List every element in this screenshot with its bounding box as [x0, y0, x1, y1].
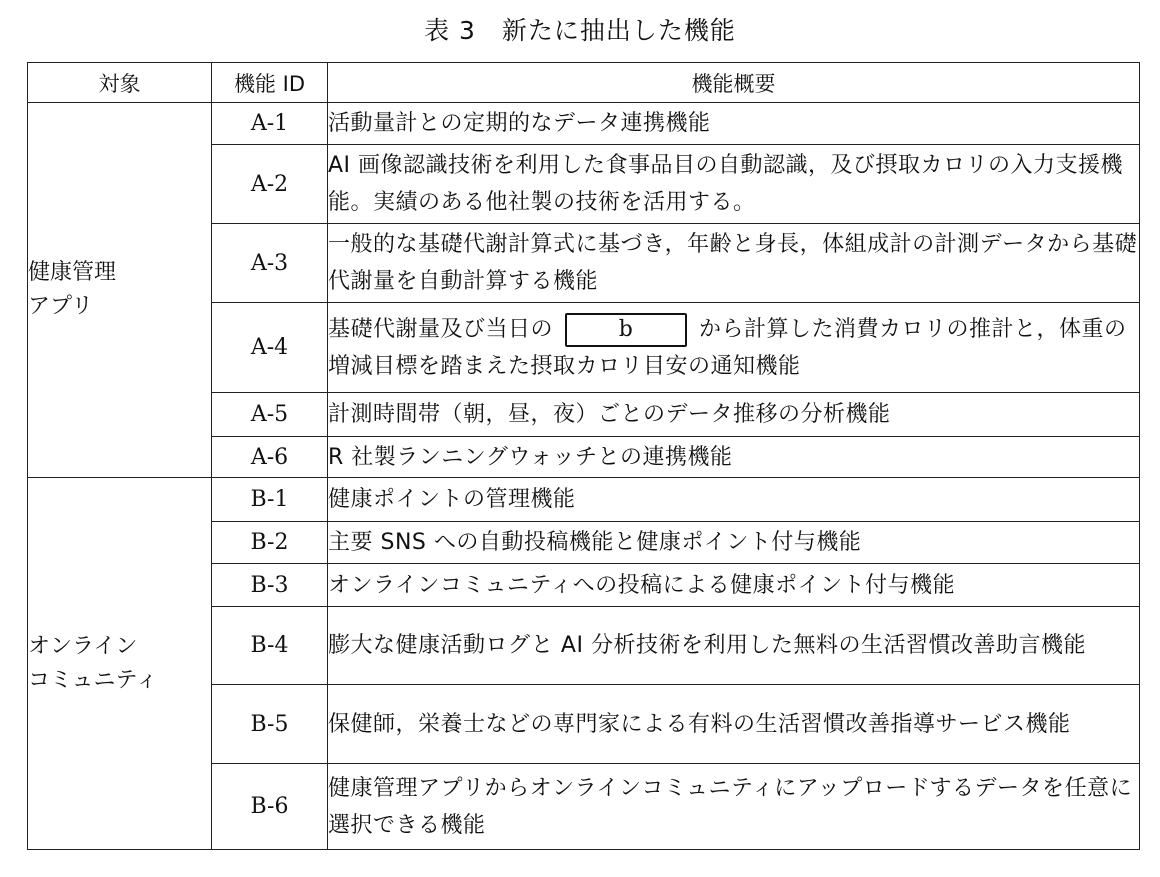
function-table [27, 62, 1140, 850]
function-summary-cell: 活動量計との定期的なデータ連携機能 [328, 103, 1140, 145]
table-caption: 表 3 新たに抽出した機能 [424, 16, 736, 45]
target-cell-health-app [28, 103, 212, 478]
function-id-cell: B-1 [212, 478, 328, 522]
function-id-cell: A-5 [212, 393, 328, 437]
function-id-cell: B-5 [212, 685, 328, 764]
table-row [28, 103, 1140, 145]
table-row [28, 478, 1140, 522]
function-id-cell: B-4 [212, 607, 328, 685]
header-summary: 機能概要 [328, 63, 1140, 103]
target-label-line: アプリ [28, 294, 94, 319]
function-id-cell: A-1 [212, 103, 328, 145]
function-id-cell: A-6 [212, 437, 328, 478]
function-id-cell: A-2 [212, 145, 328, 224]
target-cell-online-community [28, 478, 212, 850]
answer-blank-box: b [565, 313, 687, 347]
header-row [28, 63, 1140, 103]
function-summary-cell: オンラインコミュニティへの投稿による健康ポイント付与機能 [328, 564, 1140, 607]
function-summary-cell: 保健師，栄養士などの専門家による有料の生活習慣改善指導サービス機能 [328, 685, 1140, 764]
function-summary-cell: 一般的な基礎代謝計算式に基づき，年齢と身長，体組成計の計測データから基礎代謝量を自動計算する機能 [328, 224, 1140, 303]
summary-text-after-blank: から計算した消費カロリの推計と，体重の増減目標を踏まえた摂取カロリ目安の通知機能 [328, 316, 1127, 379]
target-label-line: オンライン [28, 633, 138, 659]
function-summary-cell: 計測時間帯（朝，昼，夜）ごとのデータ推移の分析機能 [328, 393, 1140, 437]
target-label-line: 健康管理 [28, 260, 117, 285]
function-id-cell: B-6 [212, 764, 328, 850]
function-summary-cell: 主要 SNS への自動投稿機能と健康ポイント付与機能 [328, 522, 1140, 564]
function-id-cell: A-4 [212, 303, 328, 393]
function-id-cell: B-2 [212, 522, 328, 564]
function-summary-cell: 膨大な健康活動ログと AI 分析技術を利用した無料の生活習慣改善助言機能 [328, 607, 1140, 685]
target-label-line: コミュニティ [28, 667, 158, 693]
header-function-id: 機能 ID [212, 63, 328, 103]
summary-text-before-blank: 基礎代謝量及び当日の [328, 316, 554, 342]
function-summary-cell [328, 303, 1140, 393]
function-id-cell: A-3 [212, 224, 328, 303]
function-id-cell: B-3 [212, 564, 328, 607]
function-summary-cell: AI 画像認識技術を利用した食事品目の自動認識，及び摂取カロリの入力支援機能。実績のある他社製の技術を活用する。 [328, 145, 1140, 224]
function-summary-cell: 健康ポイントの管理機能 [328, 478, 1140, 522]
function-summary-cell: 健康管理アプリからオンラインコミュニティにアップロードするデータを任意に選択できる機能 [328, 764, 1140, 850]
function-summary-cell: R 社製ランニングウォッチとの連携機能 [328, 437, 1140, 478]
header-target: 対象 [28, 63, 212, 103]
